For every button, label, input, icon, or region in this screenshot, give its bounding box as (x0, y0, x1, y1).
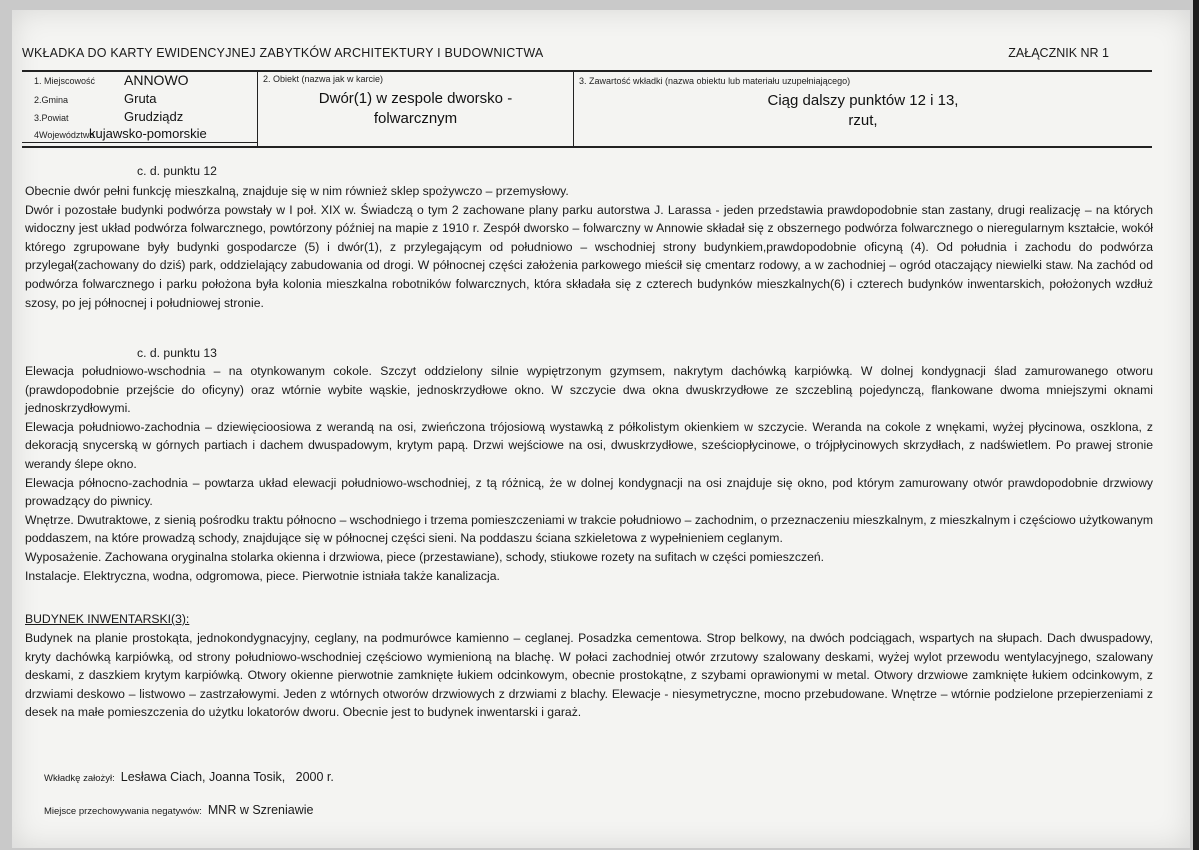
paragraph-heading: Instalacje. (25, 568, 80, 583)
author-line (44, 770, 334, 784)
section13-paragraph (25, 362, 1153, 418)
paragraph-text: Elektryczna, wodna, odgromowa, piece. Pierwotnie istniała także kanalizacja. (79, 568, 500, 583)
header-top-rule (22, 70, 1152, 72)
contents-label: 3. Zawartość wkładki (nazwa obiektu lub materiału uzupełniającego) (579, 76, 851, 86)
object-value-line1: Dwór(1) w zespole dworsko - (318, 90, 513, 107)
paragraph-heading: Elewacja południowo-zachodnia (25, 419, 201, 434)
building-heading-text: BUDYNEK INWENTARSKI(3): (25, 612, 190, 626)
voivodeship-label: 4Województwo (34, 130, 95, 140)
object-value-line2: folwarcznym (373, 110, 458, 127)
building-body (25, 629, 1153, 722)
paragraph-text: Budynek na planie prostokąta, jednokondygnacyjny, ceglany, na podmurówce kamienno – ceglanej. Posadzka cementowa. Strop belkowy, na dwóch podciągach, wspartych na słupach. Dach dwuspadowy, kryty dachówką karpiówką, od strony południowo-wschodniej częściowo wymienioną na blachę. W połaci zachodniej otwór zrzutowy szalowany deskami, wyżej wylot przewodu wentylacyjnego, szalowany deskami, z daszkiem krytym karpiówką. Otwory okienne pierwotnie zamknięte łukiem odcinkowym, obecnie prostokątne, z szybami oprawionymi w metal. Otwory drzwiowe zamknięte łukiem odcinkowym, z drzwiami deskowo – listwowo – zastrzałowymi. Jeden z wtórnych otworów drzwiowych z drzwiami z blachy. (25, 631, 1153, 701)
divider-1 (257, 70, 258, 146)
paragraph-text: – powtarza układ elewacji południowo-wschodniej, z tą różnicą, że w dolnej kondygnacji na osi znajduje się okno, pod którym zamurowany otwór prawdopodobnie drzwiowy prowadzący do piwnicy. (25, 475, 1153, 509)
building-heading (25, 612, 189, 626)
document-title: WKŁADKA DO KARTY EWIDENCYJNEJ ZABYTKÓW ARCHITEKTURY I BUDOWNICTWA (22, 46, 544, 60)
section12-paragraph: Obecnie dwór pełni funkcję mieszkalną, znajduje się w nim również sklep spożywczo – przemysłowy. (25, 184, 569, 198)
section13-paragraph (25, 474, 1153, 511)
contents-value-line1: Ciąg dalszy punktów 12 i 13, (767, 92, 959, 109)
section12-heading: c. d. punktu 12 (137, 164, 217, 178)
paragraph-heading: Wnętrze (891, 686, 937, 701)
building-paragraph (25, 629, 1153, 722)
county-value: Grudziądz (124, 109, 184, 124)
scan-edge (1193, 0, 1199, 850)
left-cell-bottom-rule (22, 142, 257, 143)
section12-body (25, 182, 1153, 312)
voivodeship-value: kujawsko-pomorskie (89, 126, 207, 141)
header-bottom-rule (22, 146, 1152, 148)
attachment-label: ZAŁĄCZNIK NR 1 (1008, 46, 1109, 60)
commune-label: 2.Gmina (34, 95, 69, 105)
contents-value-line2: rzut, (848, 112, 878, 129)
section13-paragraph (25, 567, 1153, 586)
paragraph-text: – na otynkowanym cokole. Szczyt oddzielony silnie wypiętrzonym gzymsem, nakrytym dachówką karpiówką. W dolnej kondygnacji ślad zamurowanego otworu (prawdopodobnie przejście do oficyny) oraz wtórnie wybite wąskie, jednoskrzydłowe okno. W szczycie dwa okna dwuskrzydłowe ze szczebliną pojedynczą, flankowane dwoma mniejszymi oknami jednoskrzydłowymi. (25, 364, 1153, 416)
paragraph-text: - niesymetryczne, mocno przebudowane. (660, 686, 892, 701)
object-label: 2. Obiekt (nazwa jak w karcie) (263, 74, 384, 84)
negatives-line (44, 803, 313, 817)
locality-label: 1. Miejscowość (34, 76, 96, 86)
locality-value: ANNOWO (124, 72, 189, 88)
paragraph-heading: Elewacja północno-zachodnia (25, 475, 188, 490)
section13-heading: c. d. punktu 13 (137, 346, 217, 360)
negatives-label: Miejsce przechowywania negatywów: (44, 806, 202, 817)
section13-paragraph (25, 548, 1153, 567)
commune-value: Gruta (124, 91, 157, 106)
paragraph-text: – dziewięcioosiowa z werandą na osi, zwieńczona trójosiową wystawką z półkolistym okienkiem w szczycie. Weranda na cokole z wnękami, wyżej płycinowa, oszklona, z dekoracją snycerską w górnych partiach i dachem dwuspadowym, krytym papą. Drzwi wejściowe na osi, dwuskrzydłowe, sześciopłycinowe, o trójpłycinowych skrzydłach, z nadświetlem. Po prawej stronie werandy ślepe okno. (25, 419, 1153, 471)
section13-paragraph (25, 418, 1153, 474)
section13-body (25, 362, 1153, 585)
paragraph-heading: Elewacje (611, 686, 661, 701)
paragraph-heading: Wnętrze. (25, 512, 74, 527)
county-label: 3.Powiat (34, 113, 69, 123)
paragraph-heading: Wyposażenie. (25, 549, 102, 564)
author-label: Wkładkę założył: (44, 773, 115, 784)
section13-paragraph (25, 511, 1153, 548)
paragraph-text: – wtórnie podzielone przepierzeniami z desek na małe pomieszczenia do użytku lokatorów dworu. Obecnie jest to budynek inwentarski i garaż. (25, 686, 1153, 720)
paragraph-text: Dwutraktowe, z sienią pośrodku traktu północno – wschodniego i trzema pomieszczeniami w trakcie południowo – zachodnim, o przeznaczeniu mieszkalnym, z mieszkalnym i częściowo użytkowanym poddaszem, na które prowadzą schody, znajdujące się w północnej części sieni. Na poddaszu ściana szkieletowa z wypełnieniem ceglanym. (25, 512, 1153, 546)
section12-paragraph: Dwór i pozostałe budynki podwórza powstały w I poł. XIX w. Świadczą o tym 2 zachowane plany parku autorstwa J. Larassa - jeden przedstawia prawdopodobnie stan zastany, drugi realizację – na których widoczny jest układ podwórza folwarcznego, powtórzony później na mapie z 1910 r. Zespół dworsko – folwarczny w Annowie składał się z obszernego podwórza folwarcznego o nieregularnym kształcie, wokół którego zgrupowane były budynki gospodarcze (5) i dwór(1), z przylegającym od południowo – wschodniej strony budynkiem,prawdopodobnie oficyną (4). Od południa i zachodu do podwórza przylegał(zachowany do dziś) park, oddzielający zabudowania od drogi. W północnej części założenia parkowego mieścił się cmentarz rodowy, a w zachodniej – ogród otaczający niewielki staw. Na zachód od podwórza folwarcznego i parku położona była kolonia mieszkalna robotników folwarcznych, która składała się z czterech budynków mieszkalnych(6) i czterech budynków inwentarskich, położonych wzdłuż szosy, po jej północnej i południowej stronie. (25, 202, 1153, 310)
negatives-value: MNR w Szreniawie (207, 803, 314, 817)
paragraph-heading: Elewacja południowo-wschodnia (25, 364, 206, 378)
author-value: Lesława Ciach, Joanna Tosik, 2000 r. (120, 770, 334, 784)
paragraph-text: Zachowana oryginalna stolarka okienna i drzwiowa, piece (przestawiane), schody, stiukowe rozety na sufitach w części pomieszczeń. (101, 549, 825, 564)
